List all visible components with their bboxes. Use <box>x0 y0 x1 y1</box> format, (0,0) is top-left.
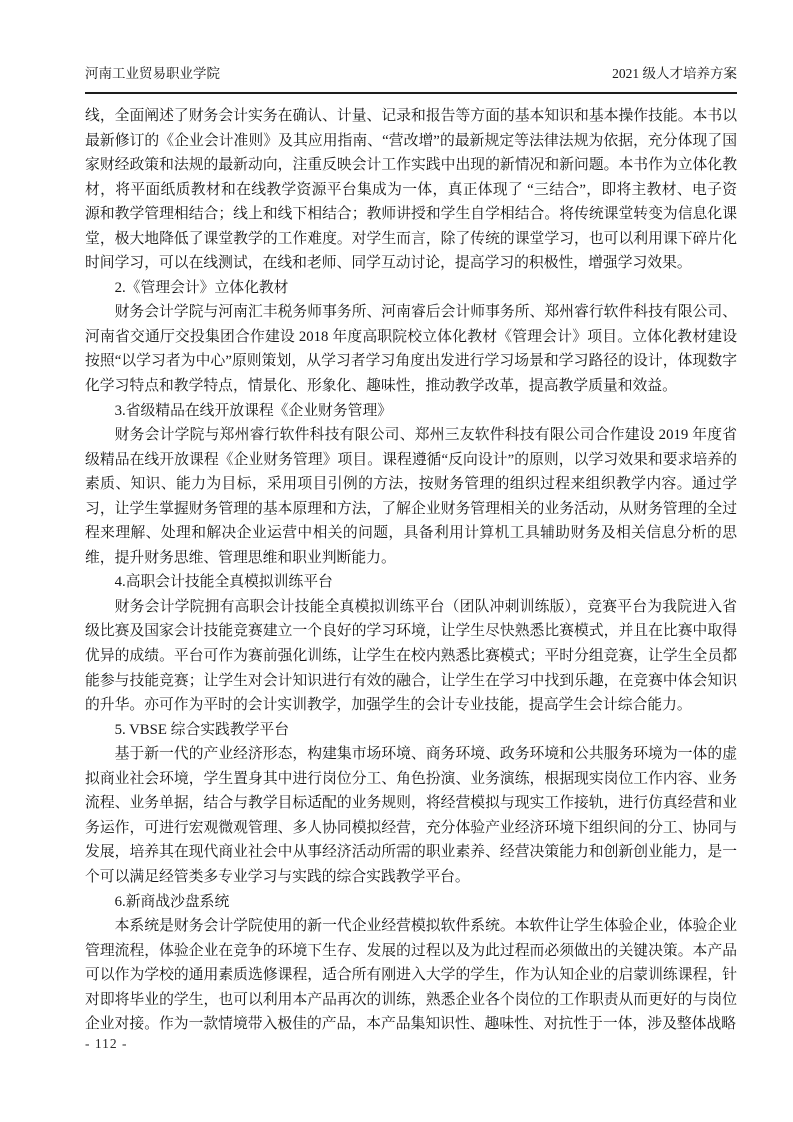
page-header <box>85 64 737 94</box>
document-title: 2021 级人才培养方案 <box>612 66 737 81</box>
para-management-accounting-textbook: 财务会计学院与河南汇丰税务师事务所、河南睿后会计师事务所、郑州睿行软件科技有限公司、河南省交通厅交投集团合作建设 2018 年度高职院校立体化教材《管理会计》项目。立体化教材建设按照“以学习者为中心”原则策划，从学习者学习角度出发进行学习场景和学习路径的设计，体现数字化学习特点和教学特点，情景化、形象化、趣味性，推动教学改革，提高教学质量和效益。 <box>85 304 737 395</box>
para-vbse-practice-platform: 基于新一代的产业经济形态，构建集市场环境、商务环境、政务环境和公共服务环境为一体的虚拟商业社会环境，学生置身其中进行岗位分工、角色扮演、业务演练，根据现实岗位工作内容、业务流程、业务单据，结合与教学目标适配的业务规则，将经营模拟与现实工作接轨，进行仿真经营和业务运作，可进行宏观微观管理、多人协同模拟经营，充分体验产业经济环境下组织间的分工、协同与发展，培养其在现代商业社会中从事经济活动所需的职业素养、经营决策能力和创新创业能力，是一个可以满足经管类多专业学习与实践的综合实践教学平台。 <box>85 746 737 885</box>
para-business-war-sandbox-system: 本系统是财务会计学院使用的新一代企业经营模拟软件系统。本软件让学生体验企业，体验企业管理流程，体验企业在竞争的环境下生存、发展的过程以及为此过程而必须做出的关键决策。本产品可以作为学校的通用素质选修课程，适合所有刚进入大学的学生，作为认知企业的启蒙训练课程，针对即将毕业的学生，也可以利用本产品再次的训练，熟悉企业各个岗位的工作职责从而更好的与岗位企业对接。作为一款情境带入极佳的产品，本产品集知识性、趣味性、对抗性于一体，涉及整体战略 <box>85 918 737 1033</box>
para-accounting-textbook-continued: 线，全面阐述了财务会计实务在确认、计量、记录和报告等方面的基本知识和基本操作技能。本书以最新修订的《企业会计准则》及其应用指南、“营改增”的最新规定等法律法规为依据，充分体现了国家财经政策和法规的最新动向，注重反映会计工作实践中出现的新情况和新问题。本书作为立体化教材，将平面纸质教材和在线教学资源平台集成为一体，真正体现了 “三结合”，即将主教材、电子资源和教学管理相结合；线上和线下相结合；教师讲授和学生自学相结合。将传统课堂转变为信息化课堂，极大地降低了课堂教学的工作难度。对学生而言，除了传统的课堂学习，也可以利用课下碎片化时间学习，可以在线测试，在线和老师、同学互动讨论，提高学习的积极性，增强学习效果。 <box>85 108 737 272</box>
para-online-open-course: 财务会计学院与郑州睿行软件科技有限公司、郑州三友软件科技有限公司合作建设 2019 年度省级精品在线开放课程《企业财务管理》项目。课程遵循“反向设计”的原则，以学习效果和要求培养的素质、知识、能力为目标，采用项目引例的方法，按财务管理的组织过程来组织教学内容。通过学习，让学生掌握财务管理的基本原理和方法，了解企业财务管理相关的业务活动，从财务管理的全过程来理解、处理和解决企业运营中相关的问题，具备利用计算机工具辅助财务及相关信息分析的思维，提升财务思维、管理思维和职业判断能力。 <box>85 427 737 566</box>
document-body <box>85 104 737 1037</box>
heading-management-accounting-textbook: 2.《管理会计》立体化教材 <box>114 279 289 296</box>
heading-business-war-sandbox-system: 6.新商战沙盘系统 <box>114 893 230 910</box>
heading-accounting-skill-simulation-platform: 4.高职会计技能全真模拟训练平台 <box>114 574 333 591</box>
heading-vbse-practice-platform: 5. VBSE 综合实践教学平台 <box>114 721 290 738</box>
institution-name: 河南工业贸易职业学院 <box>85 66 220 81</box>
page-number: - 112 - <box>85 1036 128 1051</box>
page-footer <box>85 1036 128 1052</box>
heading-online-open-course: 3.省级精品在线开放课程《企业财务管理》 <box>114 402 393 419</box>
para-accounting-skill-simulation-platform: 财务会计学院拥有高职会计技能全真模拟训练平台（团队冲刺训练版），竞赛平台为我院进入省级比赛及国家会计技能竞赛建立一个良好的学习环境，让学生尽快熟悉比赛模式，并且在比赛中取得优异的成绩。平台可作为赛前强化训练，让学生在校内熟悉比赛模式；平时分组竞赛，让学生全员都能参与技能竞赛；让学生对会计知识进行有效的融合，让学生在学习中找到乐趣，在竞赛中体会知识的升华。亦可作为平时的会计实训教学，加强学生的会计专业技能，提高学生会计综合能力。 <box>85 598 737 714</box>
